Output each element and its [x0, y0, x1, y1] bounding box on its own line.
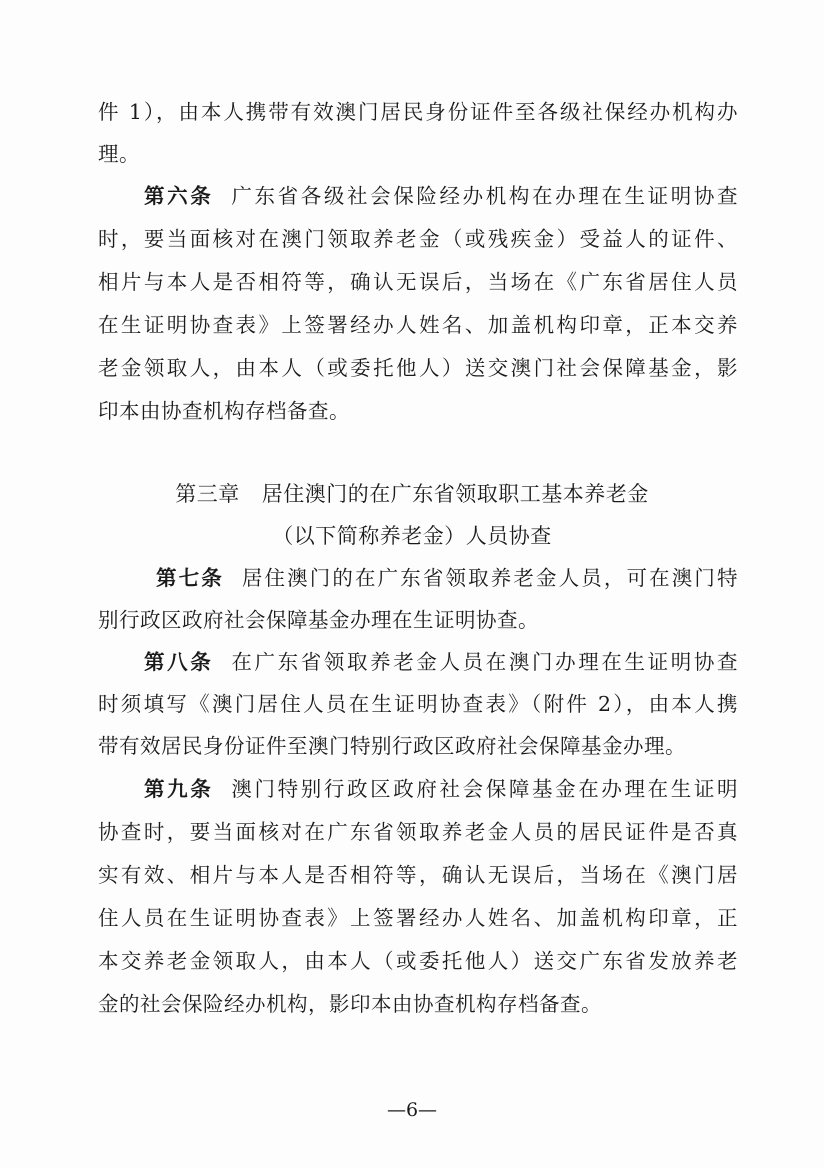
article-6-line: 相片与本人是否相符等，确认无误后，当场在《广东省居住人员	[98, 270, 738, 294]
article-9-text: 澳门特别行政区政府社会保障基金在办理在生证明	[231, 777, 738, 801]
chapter-3-number: 第三章	[175, 482, 240, 506]
article-6-line: 印本由协查机构存档备查。	[98, 399, 350, 423]
article-6-line: 时，要当面核对在澳门领取养老金（或残疾金）受益人的证件、	[98, 227, 738, 251]
article-7-line: 别行政区政府社会保障基金办理在生证明协查。	[98, 608, 539, 632]
paragraph-line: 件 1），由本人携带有效澳门居民身份证件至各级社保经办机构办	[98, 100, 738, 124]
article-8-first-line	[144, 647, 738, 677]
article-9-line: 协查时，要当面核对在广东省领取养老金人员的居民证件是否真	[98, 820, 738, 844]
article-6-first-line	[144, 181, 738, 211]
article-6-text: 广东省各级社会保险经办机构在办理在生证明协查	[231, 184, 738, 208]
article-8-text: 在广东省领取养老金人员在澳门办理在生证明协查	[231, 650, 738, 674]
article-8-line: 时须填写《澳门居住人员在生证明协查表》（附件 2），由本人携	[98, 692, 738, 716]
article-9-line: 金的社会保险经办机构，影印本由协查机构存档备查。	[98, 992, 602, 1016]
chapter-3-title: 居住澳门的在广东省领取职工基本养老金	[261, 482, 649, 506]
article-9-line: 实有效、相片与本人是否相符等，确认无误后，当场在《澳门居	[98, 863, 738, 887]
article-6-line: 在生证明协查表》上签署经办人姓名、加盖机构印章，正本交养	[98, 313, 738, 337]
article-9-label: 第九条	[144, 777, 214, 801]
article-9-first-line	[144, 774, 738, 804]
chapter-3-heading-line1	[0, 479, 824, 509]
article-9-line: 本交养老金领取人，由本人（或委托他人）送交广东省发放养老	[98, 949, 738, 973]
article-7-first-line	[156, 563, 738, 593]
chapter-3-heading-line2: （以下简称养老金）人员协查	[272, 524, 552, 548]
article-8-label: 第八条	[144, 650, 214, 674]
article-9-line: 住人员在生证明协查表》上签署经办人姓名、加盖机构印章，正	[98, 906, 738, 930]
article-6-line: 老金领取人，由本人（或委托他人）送交澳门社会保障基金，影	[98, 356, 738, 380]
page-number: —6—	[386, 1099, 438, 1121]
article-7-label: 第七条	[156, 566, 224, 590]
article-6-label: 第六条	[144, 184, 214, 208]
article-7-text: 居住澳门的在广东省领取养老金人员，可在澳门特	[241, 566, 738, 590]
article-8-line: 带有效居民身份证件至澳门特别行政区政府社会保障基金办理。	[98, 734, 686, 758]
paragraph-line: 理。	[98, 142, 140, 166]
